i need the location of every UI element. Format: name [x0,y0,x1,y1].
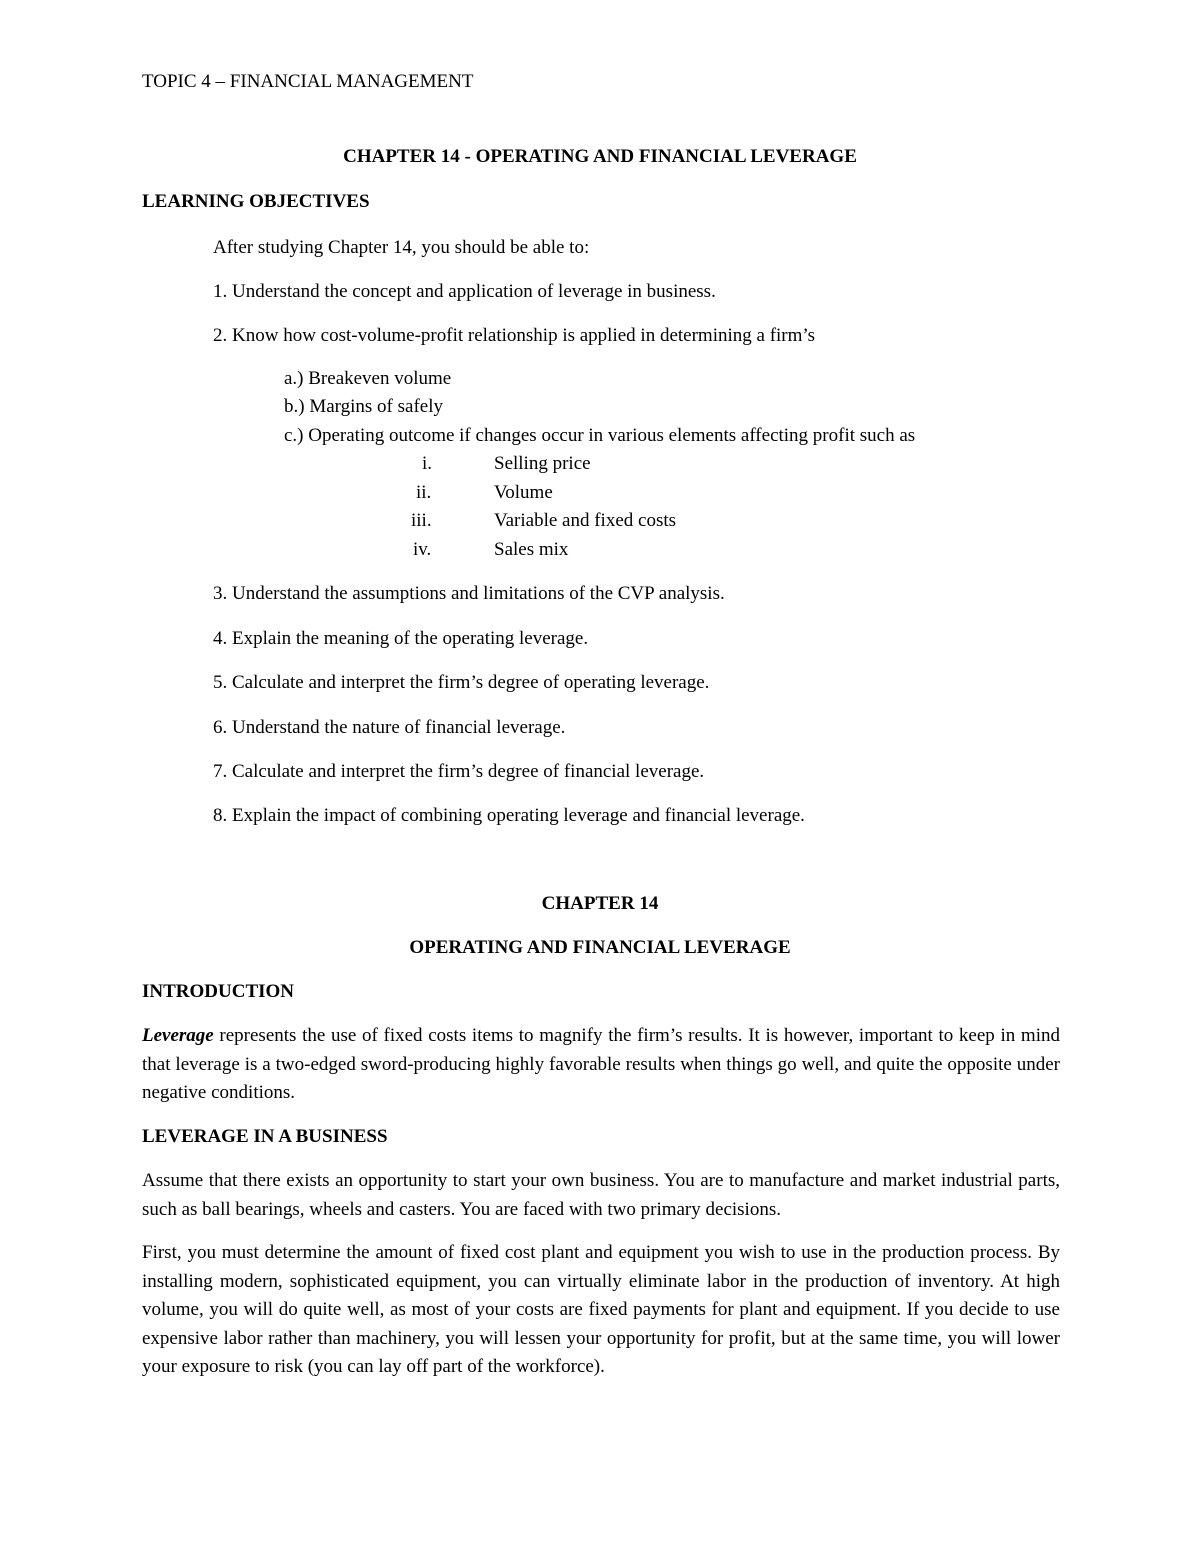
roman-item-text: Selling price [494,453,591,474]
business-paragraph-2: First, you must determine the amount of fixed cost plant and equipment you wish to use in the production process. By installing modern, sophisticated equipment, you can virtually eliminate labor in the production of inventory. At high volume, you will do quite well, as most of your costs are fixed payments for plant and equipment. If you decide to use expensive labor rather than machinery, you will lessen your opportunity for profit, but at the same time, you will lower your exposure to risk (you can lay off part of the workforce). [142,1242,1060,1377]
objective-item: 7. Calculate and interpret the firm’s degree of financial leverage. [213,761,705,782]
roman-numeral: i. [422,453,433,474]
objective-item: 3. Understand the assumptions and limitations of the CVP analysis. [213,583,725,604]
objectives-intro: After studying Chapter 14, you should be able to: [213,237,590,258]
roman-numeral: iii. [411,510,432,531]
objective-item: 1. Understand the concept and application of leverage in business. [213,281,716,302]
topic-heading: TOPIC 4 – FINANCIAL MANAGEMENT [142,71,474,92]
business-paragraph-1: Assume that there exists an opportunity to start your own business. You are to manufacture and market industrial parts, such as ball bearings, wheels and casters. You are faced with two primary decisions. [142,1170,1060,1220]
chapter-subheading: OPERATING AND FINANCIAL LEVERAGE [409,937,791,958]
leverage-term: Leverage [142,1025,214,1046]
roman-item-text: Volume [494,482,553,503]
chapter-heading: CHAPTER 14 [541,893,659,914]
chapter-title: CHAPTER 14 - OPERATING AND FINANCIAL LEVERAGE [343,146,857,167]
introduction-heading: INTRODUCTION [142,981,295,1002]
roman-numeral: ii. [416,482,432,503]
sub-objective-item: a.) Breakeven volume [284,368,452,389]
objective-item: 4. Explain the meaning of the operating leverage. [213,628,589,649]
sub-objective-item: c.) Operating outcome if changes occur in various elements affecting profit such as [284,425,916,446]
leverage-heading: LEVERAGE IN A BUSINESS [142,1126,388,1147]
objective-item: 6. Understand the nature of financial leverage. [213,717,566,738]
objective-item: 8. Explain the impact of combining operating leverage and financial leverage. [213,805,805,826]
sub-objective-item: b.) Margins of safely [284,396,444,417]
objective-item: 2. Know how cost-volume-profit relationship is applied in determining a firm’s [213,325,816,346]
introduction-paragraph [142,1022,1060,1108]
roman-numeral: iv. [413,539,432,560]
objective-item: 5. Calculate and interpret the firm’s degree of operating leverage. [213,672,710,693]
roman-item-text: Sales mix [494,539,569,560]
roman-item-text: Variable and fixed costs [494,510,677,531]
objectives-heading: LEARNING OBJECTIVES [142,191,370,212]
introduction-text: represents the use of fixed costs items to magnify the firm’s results. It is however, important to keep in mind that leverage is a two-edged sword-producing highly favorable results when things go well, and quite the opposite under negative conditions. [142,1025,1060,1103]
